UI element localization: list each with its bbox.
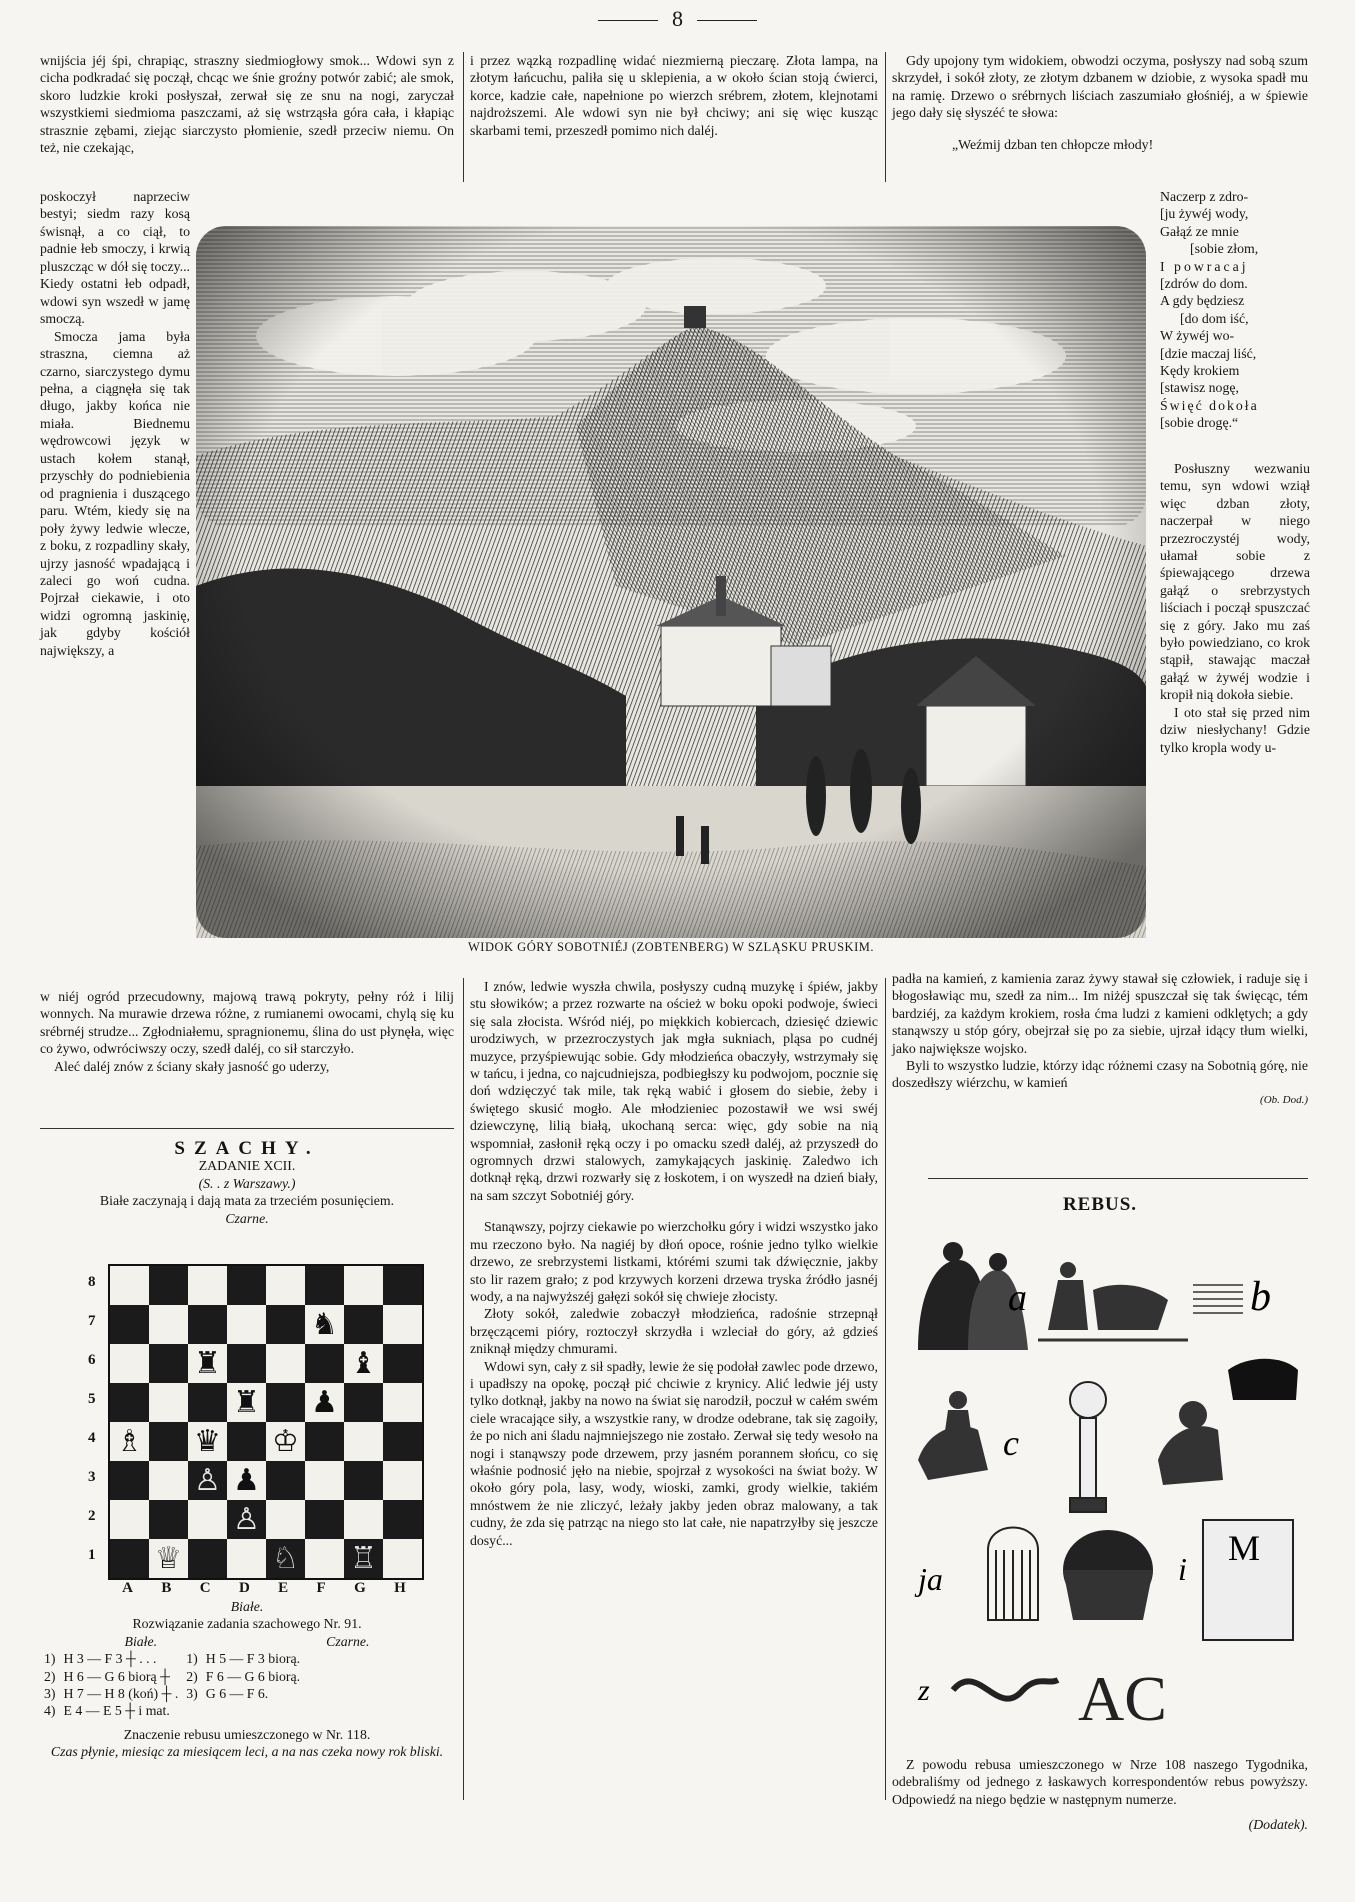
chess-square — [383, 1344, 422, 1383]
chess-rank-label: 3 — [88, 1469, 96, 1485]
rebus-meaning-title: Znaczenie rebusu umieszczonego w Nr. 118. — [123, 1726, 371, 1742]
chess-title: SZACHY. — [174, 1138, 320, 1159]
chess-square — [149, 1305, 188, 1344]
poem-line: I powracaj — [1160, 258, 1249, 274]
chess-square — [188, 1344, 227, 1383]
chess-rank-label: 7 — [88, 1313, 96, 1329]
chess-square — [149, 1461, 188, 1500]
chess-square — [344, 1266, 383, 1305]
rebus-letter: c — [1003, 1423, 1019, 1463]
chess-square — [188, 1500, 227, 1539]
chess-square — [305, 1266, 344, 1305]
chess-square — [266, 1344, 305, 1383]
solution-white-header: Białe. — [124, 1633, 158, 1649]
rebus-letter: z — [918, 1674, 930, 1707]
column-rule — [885, 52, 886, 182]
solution-cell: 1) — [44, 1651, 56, 1667]
chess-solution — [40, 1598, 454, 1761]
rebus-letter: ja — [918, 1561, 943, 1597]
chess-square — [188, 1461, 227, 1500]
chess-file-label: H — [394, 1580, 406, 1596]
chess-piece: ♞ — [311, 1307, 338, 1341]
chess-square — [149, 1383, 188, 1422]
chess-file-labels — [108, 1580, 420, 1597]
chess-square — [227, 1383, 266, 1422]
chess-square — [266, 1422, 305, 1461]
chess-square — [188, 1305, 227, 1344]
chess-square — [227, 1461, 266, 1500]
poem-line: [do dom iść, — [1180, 310, 1249, 326]
poem-line: Kędy krokiem — [1160, 363, 1240, 379]
chess-square — [188, 1422, 227, 1461]
solution-cell: 2) — [186, 1668, 198, 1684]
chess-piece: ♗ — [116, 1424, 143, 1458]
column-rule — [463, 978, 464, 1800]
chess-square — [266, 1305, 305, 1344]
poem-line: Gałąź ze mnie — [1160, 223, 1239, 239]
chess-square — [110, 1461, 149, 1500]
rebus-note: Z powodu rebusa umieszczonego w Nrze 108 naszego Tygodnika, odebraliśmy od jednego z łaskawych korrespondentów rebus powyższy. Odpowiedź na niego będzie w następnym numerze. — [892, 1757, 1308, 1807]
poem-line: [zdrów do dom. — [1160, 276, 1248, 292]
paragraph: Smocza jama była straszna, ciemna aż czarno, siarczystego dymu pełna, a ciągnęła się tak długo, jakby końca nie miała. Biednemu wędrowcowi język w ustach kołem stanął, przyschły do podniebienia od pragnienia i duszącego paru. Wtém, kiedy się na poły żywy ledwie wlecze, z boku, z rozpadliny skały, ujrzy jasność wpadającą i zaleci go woń cudna. Pojrzał ciekawie, i oto widzi ogromną jaskinię, jak gdyby kościół największy, a — [40, 328, 190, 658]
chess-square — [227, 1305, 266, 1344]
chess-square — [344, 1461, 383, 1500]
solution-cell: 3) — [186, 1686, 198, 1702]
column-3-top — [892, 52, 1308, 153]
chess-square — [149, 1344, 188, 1383]
paragraph: Aleć daléj znów z ściany skały jasność go uderzy, — [54, 1058, 330, 1074]
solution-cell: 1) — [186, 1651, 198, 1667]
chess-problem-number: ZADANIE XCII. — [198, 1158, 296, 1174]
poem-first-line: „Weźmij dzban ten chłopcze młody! — [952, 136, 1154, 152]
paragraph: I oto stał się przed nim dziw niesłychany! Gdzie tylko kropla wody u- — [1160, 704, 1310, 755]
chess-square — [344, 1539, 383, 1578]
chess-square — [110, 1539, 149, 1578]
paragraph: wnijścia jéj śpi, chrapiąc, straszny siedmiogłowy smok... Wdowi syn z cicha podkradać się począł, chcąc we śnie groźny potwór zabić; ale smok, skoro ludzkie kroki posłyszał, zerwał się ze snu na nogi, zaryczał wszystkiemi siedmioma paszczami, aż się wstrząsła góra cała, i kłapiąc strasznie zębami, ziejąc siarczysto płomienie, szedł przeciw niemu. On też, nie czekając, — [40, 53, 454, 156]
rebus-header — [892, 1196, 1308, 1213]
chess-rank-label: 8 — [88, 1274, 96, 1290]
chess-file-label: A — [122, 1580, 134, 1596]
chess-square — [149, 1500, 188, 1539]
rebus-meaning: Czas płynie, miesiąc za miesiącem leci, a na nas czeka nowy rok bliski. — [50, 1744, 444, 1760]
chess-file-label: F — [316, 1580, 326, 1596]
chess-square — [266, 1266, 305, 1305]
column-rule — [463, 52, 464, 182]
solution-cell: 2) — [44, 1668, 56, 1684]
solution-title: Rozwiązanie zadania szachowego Nr. 91. — [132, 1616, 362, 1632]
solution-table — [40, 1650, 304, 1720]
poem-line: [dzie maczaj liść, — [1160, 345, 1257, 361]
chess-square — [383, 1266, 422, 1305]
solution-row — [40, 1668, 304, 1685]
chess-piece: ♙ — [233, 1502, 260, 1536]
poem-line: Naczerp z zdro- — [1160, 189, 1249, 204]
chess-rank-label: 5 — [88, 1391, 96, 1407]
chess-square — [227, 1344, 266, 1383]
paragraph: Wdowi syn, cały z sił spadły, lewie że się podołał zawlec pode drzewo, i upadłszy na opokę, począł pić chciwie z krynicy. Alić ledwie jéj usty tylko dotknął, jakby na nowo na świat się narodził, poczuł w całém swém ciele wracające siły, a wszystkie rany, w drodze odebrane, tak się zagoiły, że po nich ani śladu najmniejszego nie zostało. Zerwał się tedy wesoło na nogi i stanąwszy pode drzewem, przy jasném porannem słońcu, co się właśnie podnosić jęło na niebie, spojrzał z wysokości na świat boży. W około góry pola, lasy, wody, wioski, zamki, grody wielkie, takiém mnóstwem że nie zliczyć, leżały jakby jeden obraz malowany, a tak cudny, że zda się patrząc na niego sto lat całe, nie napatrzyłby się jeszcze dosyć... — [470, 1358, 878, 1548]
chess-square — [305, 1305, 344, 1344]
poem-line: W żywéj wo- — [1160, 328, 1235, 344]
poem-line: Święć dokoła — [1160, 397, 1259, 413]
solution-cell: G 6 — F 6. — [205, 1686, 269, 1702]
paragraph: Stanąwszy, pojrzy ciekawie po wierzchołku góry i widzi wszystko jako mu rzeczono było. Na nagiéj by dłoń opoce, rośnie jedno tylko wielkie drzewo, ze srebrzystemi listkami, którémi szumi tak dźwięcznie, jakby sto lir razem grało; z pod krzywych korzeni drzewa tryska źródło jasnéj wody, a na najwyższéj gałęzi sokół się chwieje złocisty. — [470, 1219, 878, 1304]
solution-row — [40, 1685, 304, 1702]
chess-square — [305, 1461, 344, 1500]
chess-square — [383, 1305, 422, 1344]
column-2-bottom — [470, 978, 878, 1549]
paragraph: padła na kamień, z kamienia zaraz żywy stawał się człowiek, i raduje się i błogosławiąc mu, szedł za nim... Im niżéj spuszczał się tak święcąc, tém bardziéj, za każdym krokiem, rosła ćma ludzi z kamieni odklętych; a gdy stanąwszy u stóp góry, obejrzał się po za siebie, ujrzał idący tłum wielki, jako największe wojsko. — [892, 971, 1308, 1056]
chess-author: (S. . z Warszawy.) — [198, 1175, 296, 1191]
chess-piece: ♜ — [233, 1385, 260, 1419]
solution-cell: 3) — [44, 1686, 56, 1702]
illustration-caption: WIDOK GÓRY SOBOTNIÉJ (ZOBTENBERG) W SZLĄSKU PRUSKIM. — [468, 940, 874, 954]
chess-square — [266, 1461, 305, 1500]
chess-square — [344, 1383, 383, 1422]
poem-line: A gdy będziesz — [1160, 293, 1245, 309]
poem-line: [ju żywéj wody, — [1160, 206, 1249, 222]
poem-line: [stawisz nogę, — [1160, 380, 1239, 396]
rebus-puzzle — [898, 1230, 1310, 1742]
chess-square — [383, 1500, 422, 1539]
solution-row — [40, 1650, 304, 1667]
rebus-letter: a — [1008, 1277, 1027, 1319]
solution-cell: H 5 — F 3 biorą. — [205, 1651, 301, 1667]
chess-square — [305, 1539, 344, 1578]
paragraph: w niéj ogród przecudowny, majową trawą pokryty, pełny róż i lilij wonnych. Na murawie drzewa różne, z rumianemi owocami, chylą się ku srébrnéj strudze... Zgłodniałemu, spragnionemu, ślina do ust płynęła, więc co żywo, odwróciwszy oczy, szedł daléj, co sił starczyło. — [40, 989, 454, 1057]
chess-piece: ♔ — [272, 1424, 299, 1458]
engraving-mountain-view — [196, 226, 1146, 938]
chess-square — [266, 1383, 305, 1422]
poem-line: [sobie drogę.“ — [1160, 415, 1239, 431]
paragraph: Gdy upojony tym widokiem, obwodzi oczyma, posłyszy nad sobą szum skrzydeł, i sokół złoty, ze złotym dzbanem w dziobie, z wysoka spadł mu na ramię. Drzewo o srébrnych liściach zaszumiało głośniéj, a w śpiewie jego dały się słyszéć te słowa: — [892, 53, 1308, 121]
chess-board — [108, 1264, 424, 1580]
solution-black-header: Czarne. — [326, 1633, 370, 1649]
rebus-letter: i — [1178, 1551, 1187, 1587]
column-3-bottom — [892, 970, 1308, 1109]
chess-piece: ♜ — [194, 1346, 221, 1380]
paragraph: poskoczył naprzeciw bestyi; siedm razy kosą świsnął, a co ciął, to padnie łeb smoczy, i krwią pluszcząc w dół się toczy... Kiedy ostatni łeb odpadł, wdowi syn wszedł w jamę smoczą. — [40, 189, 190, 327]
chess-square — [188, 1539, 227, 1578]
chess-square — [110, 1344, 149, 1383]
column-1-bottom — [40, 988, 454, 1075]
chess-square — [188, 1266, 227, 1305]
signature: (Ob. Dod.) — [1260, 1093, 1308, 1106]
solution-cell: H 6 — G 6 biorą ┼ — [63, 1668, 170, 1684]
chess-task: Białe zaczynają i dają mata za trzeciém posunięciem. — [99, 1193, 395, 1209]
rebus-drawing — [898, 1230, 1310, 1742]
chess-piece: ♟ — [233, 1463, 260, 1497]
chess-square — [383, 1422, 422, 1461]
chess-square — [383, 1539, 422, 1578]
column-rule — [885, 978, 886, 1800]
chess-piece: ♘ — [272, 1541, 299, 1575]
chess-piece: ♙ — [194, 1463, 221, 1497]
rebus-letter: M — [1228, 1528, 1261, 1568]
column-1-narrow — [40, 188, 190, 659]
chess-square — [305, 1422, 344, 1461]
solution-cell — [182, 1702, 202, 1719]
chess-piece: ♖ — [350, 1541, 377, 1575]
chess-square — [110, 1305, 149, 1344]
solution-cell: F 6 — G 6 biorą. — [205, 1668, 301, 1684]
solution-cell: 4) — [44, 1703, 56, 1719]
chess-rank-label: 6 — [88, 1352, 96, 1368]
solution-cell — [202, 1702, 304, 1719]
chess-square — [227, 1500, 266, 1539]
chess-square — [149, 1266, 188, 1305]
chess-piece: ♟ — [311, 1385, 338, 1419]
chess-square — [383, 1461, 422, 1500]
chess-square — [344, 1422, 383, 1461]
chess-file-label: E — [278, 1580, 289, 1596]
chess-square — [344, 1500, 383, 1539]
chess-square — [227, 1266, 266, 1305]
column-2-top — [470, 52, 878, 139]
solution-row — [40, 1702, 304, 1719]
chess-square — [110, 1383, 149, 1422]
landscape-engraving — [196, 226, 1146, 938]
solution-cell: H 7 — H 8 (koń) ┼ . — [63, 1686, 179, 1702]
rebus-title: REBUS. — [1062, 1194, 1138, 1215]
paragraph: i przez wązką rozpadlinę widać niezmierną pieczarę. Złota lampa, na złotym łańcuchu, paliła się u sklepienia, a w około ścian stoją ćwierci, korce, kadzie całe, napełnione po wierzch srébrem, złotem, klejnotami najdroższemi. Ale wdowi syn nie był chciwy; ani się więc kusząc skarbami temi, przeszedł pomimo nich daléj. — [470, 53, 878, 138]
page-number — [0, 6, 1355, 32]
paragraph: Byli to wszystko ludzie, którzy idąc różnemi czasy na Sobotnią górę, nie doszedłszy wiérzchu, w kamień — [892, 1058, 1308, 1091]
chess-piece: ♛ — [194, 1424, 221, 1458]
chess-square — [227, 1539, 266, 1578]
chess-rank-label: 1 — [88, 1547, 96, 1563]
paragraph: I znów, ledwie wyszła chwila, posłyszy cudną muzykę i śpiéw, jakby stu słowików; a przez rozwarte na oścież w boku opoki podwoje, świeci się sala złocista. Wśród niéj, po miękkich kobiercach, dziesięć dziewic urodziwych, w przezroczystych jak mgła sukniach, pląsa po cudnéj muzyce, przyśpiewując sobie. Gdy młodzieńca obaczyły, wstrzymały się w tańcu, i jedna, co najcudniejsza, podbiegłszy ku podwojom, pocznie się doń wdzięczyć tak mile, tak ręką wabić i głosem do siebie, żeby i świętego skusić mogło. Ale młodzieniec pozostawił we wsi swéj dziewczynę, lilią białą, ukochaną serca: więc, gdy sobie na nią wspomniał, zasłonił ręką oczy i po omacku szedł daléj, aż przyszedł do ogromnych drzwi stalowych, zamykających jaskinię. Zaledwo ich dotknął ręką, drzwi rozwarły się z łoskotem, i on wyszedł na dzień biały, na sam szczyt Sobotniéj góry. — [470, 979, 878, 1203]
section-rule — [40, 1128, 454, 1129]
chess-square — [305, 1344, 344, 1383]
chess-file-label: C — [199, 1580, 211, 1596]
chess-white-label: Białe. — [230, 1599, 264, 1614]
chess-rank-label: 4 — [88, 1430, 96, 1446]
chess-piece: ♝ — [350, 1346, 377, 1380]
column-3-narrow — [1160, 460, 1310, 756]
chess-square — [305, 1500, 344, 1539]
folio-number: 8 — [672, 6, 683, 31]
chess-black-label: Czarne. — [225, 1210, 269, 1226]
paragraph: Złoty sokół, zaledwie zobaczył młodzieńca, radośnie strzepnął brzęczącemi pióry, roztoczył skrzydła i wzleciał do góry, aż gdzieś zniknął między chmurami. — [470, 1306, 878, 1357]
chess-square — [383, 1383, 422, 1422]
rebus-letter: b — [1250, 1274, 1271, 1320]
poem-line: [sobie złom, — [1190, 241, 1259, 257]
chess-square — [227, 1422, 266, 1461]
rebus-signature: (Dodatek). — [1248, 1817, 1308, 1833]
paragraph: Posłuszny wezwaniu temu, syn wdowi wziął więc dzban złoty, naczerpał w niego przezroczystéj wody, ułamał sobie z śpiewającego drzewa gałąź o srebrzystych liściach i począł spuszczać się z góry. Jako mu zaś było powiedziano, co krok stąpił, stawając maczał gałąź w żywéj wodzie i kropił nią dokoła siebie. — [1160, 461, 1310, 703]
chess-file-label: D — [238, 1580, 250, 1596]
chess-section — [40, 1140, 454, 1227]
chess-square — [110, 1266, 149, 1305]
chess-file-label: B — [161, 1580, 172, 1596]
chess-rank-label: 2 — [88, 1508, 96, 1524]
chess-square — [344, 1305, 383, 1344]
chess-square — [305, 1383, 344, 1422]
solution-cell: E 4 — E 5 ┼ i mat. — [63, 1703, 170, 1719]
chess-square — [110, 1500, 149, 1539]
column-1-top — [40, 52, 454, 156]
chess-square — [110, 1422, 149, 1461]
chess-square — [266, 1500, 305, 1539]
solution-cell: H 3 — F 3 ┼ . . . — [63, 1651, 157, 1667]
chess-square — [149, 1422, 188, 1461]
section-rule — [928, 1178, 1308, 1179]
chess-square — [149, 1539, 188, 1578]
chess-file-label: G — [354, 1580, 366, 1596]
poem — [1160, 188, 1310, 432]
chess-square — [344, 1344, 383, 1383]
chess-piece: ♕ — [155, 1541, 182, 1575]
rebus-letter: AC — [1078, 1663, 1167, 1734]
chess-square — [188, 1383, 227, 1422]
rebus-note-block — [892, 1756, 1308, 1834]
chess-square — [266, 1539, 305, 1578]
